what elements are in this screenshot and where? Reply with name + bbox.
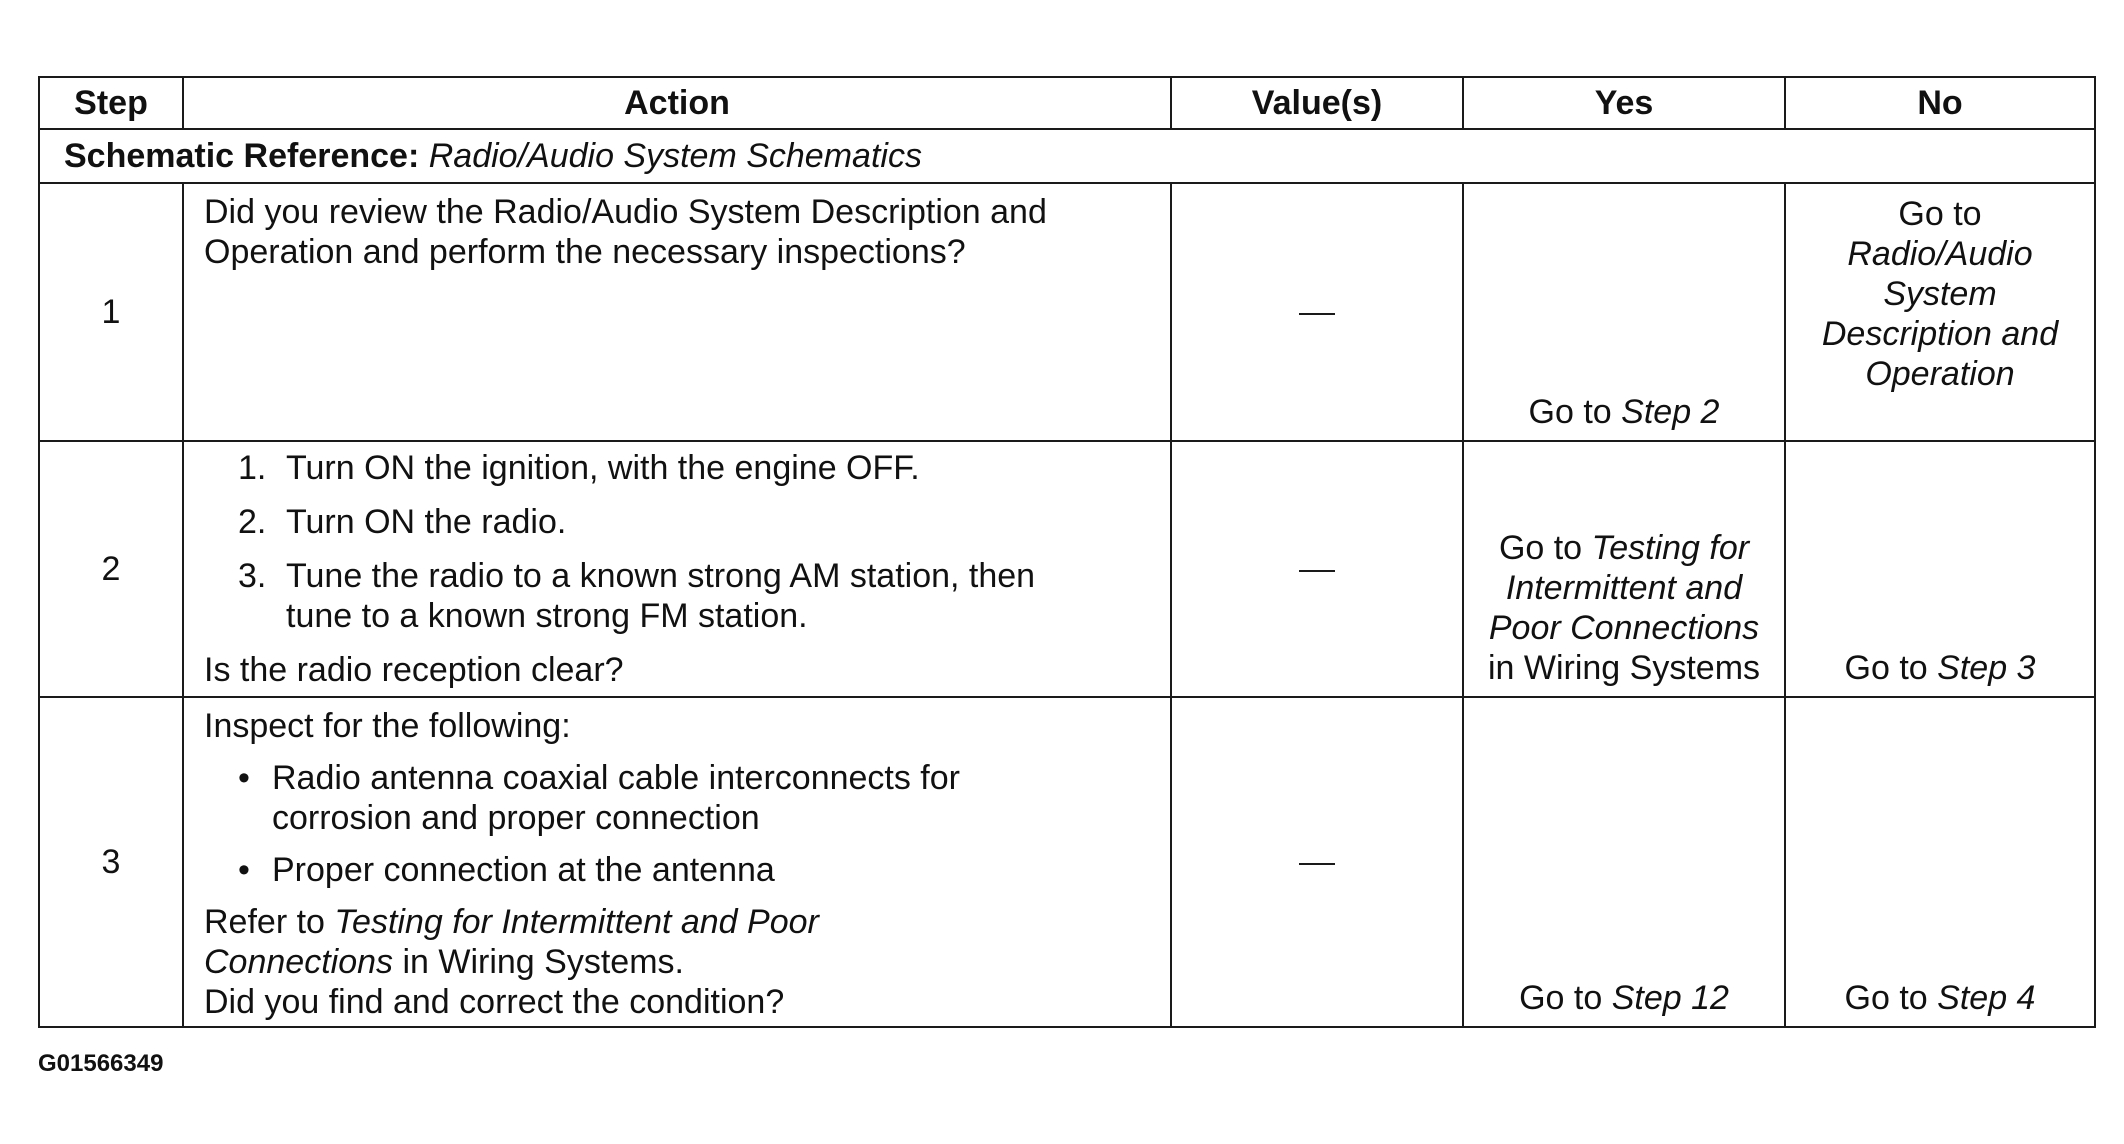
header-row	[39, 77, 2095, 129]
action-cell	[183, 697, 1171, 1027]
diagnostic-table	[38, 76, 2096, 1028]
refer-link[interactable]: Testing for Intermittent and Poor Connections	[204, 903, 819, 981]
yes-link[interactable]: Step 12	[1611, 979, 1729, 1017]
no-prefix: Go to	[1898, 195, 1982, 233]
value-dash	[1299, 863, 1335, 865]
value-cell	[1171, 697, 1463, 1027]
header-values: Value(s)	[1171, 77, 1463, 129]
action-question: Did you find and correct the condition?	[204, 983, 785, 1021]
header-no: No	[1785, 77, 2095, 129]
schematic-reference	[39, 129, 2095, 183]
action-refer	[204, 902, 970, 982]
step-number: 2	[39, 441, 183, 697]
yes-link[interactable]: Testing for Intermittent and Poor Connections	[1488, 529, 1760, 647]
step-row-1	[39, 183, 2095, 441]
yes-link[interactable]: Step 2	[1621, 393, 1720, 431]
action-step-num: 3.	[238, 557, 267, 595]
schematic-reference-row	[39, 129, 2095, 183]
no-link[interactable]: Step 4	[1937, 979, 2036, 1017]
figure-code: G01566349	[38, 1050, 164, 1077]
no-cell	[1785, 441, 2095, 697]
yes-cell	[1463, 441, 1785, 697]
header-action: Action	[183, 77, 1171, 129]
step-number: 3	[39, 697, 183, 1027]
schematic-reference-label: Schematic Reference:	[64, 137, 420, 175]
step-number: 1	[39, 183, 183, 441]
value-cell	[1171, 441, 1463, 697]
action-bullet-text: Radio antenna coaxial cable interconnects for corrosion and proper connection	[272, 759, 960, 837]
no-prefix: Go to	[1844, 649, 1928, 687]
bullet-dot: •	[238, 759, 250, 797]
action-cell	[183, 183, 1171, 441]
action-question: Did you review the Radio/Audio System Description and Operation and perform the necessary inspections?	[204, 193, 1047, 271]
action-step-num: 1.	[238, 449, 267, 487]
header-step: Step	[39, 77, 183, 129]
yes-cell	[1463, 183, 1785, 441]
action-step-text: Turn ON the ignition, with the engine OFF.	[286, 449, 920, 487]
action-step-item	[204, 556, 1150, 636]
step-row-2	[39, 441, 2095, 697]
no-link[interactable]: Step 3	[1937, 649, 2036, 687]
action-step-text: Turn ON the radio.	[286, 503, 567, 541]
action-bullet-item	[204, 850, 970, 890]
action-cell	[183, 441, 1171, 697]
no-prefix: Go to	[1844, 979, 1928, 1017]
refer-prefix: Refer to	[204, 903, 325, 941]
yes-cell	[1463, 697, 1785, 1027]
value-dash	[1299, 313, 1335, 315]
refer-suffix: in Wiring Systems.	[402, 943, 684, 981]
header-yes: Yes	[1463, 77, 1785, 129]
action-step-text: Tune the radio to a known strong AM station, then tune to a known strong FM station.	[286, 557, 1036, 635]
value-cell	[1171, 183, 1463, 441]
value-dash	[1299, 570, 1335, 572]
no-link[interactable]: Radio/Audio System Description and Operation	[1821, 235, 2059, 393]
no-cell	[1785, 183, 2095, 441]
action-bullet-item	[204, 758, 970, 838]
action-bullet-text: Proper connection at the antenna	[272, 851, 775, 889]
bullet-dot: •	[238, 851, 250, 889]
yes-prefix: Go to	[1528, 393, 1612, 431]
action-question: Is the radio reception clear?	[204, 651, 624, 689]
yes-prefix: Go to	[1519, 979, 1603, 1017]
action-step-item	[204, 502, 1150, 542]
no-cell	[1785, 697, 2095, 1027]
schematic-reference-link[interactable]: Radio/Audio System Schematics	[428, 137, 922, 175]
yes-prefix: Go to	[1498, 529, 1583, 567]
action-step-item	[204, 448, 1150, 488]
step-row-3	[39, 697, 2095, 1027]
action-step-num: 2.	[238, 503, 267, 541]
yes-suffix: in Wiring Systems	[1487, 649, 1761, 687]
action-intro: Inspect for the following:	[204, 707, 571, 745]
